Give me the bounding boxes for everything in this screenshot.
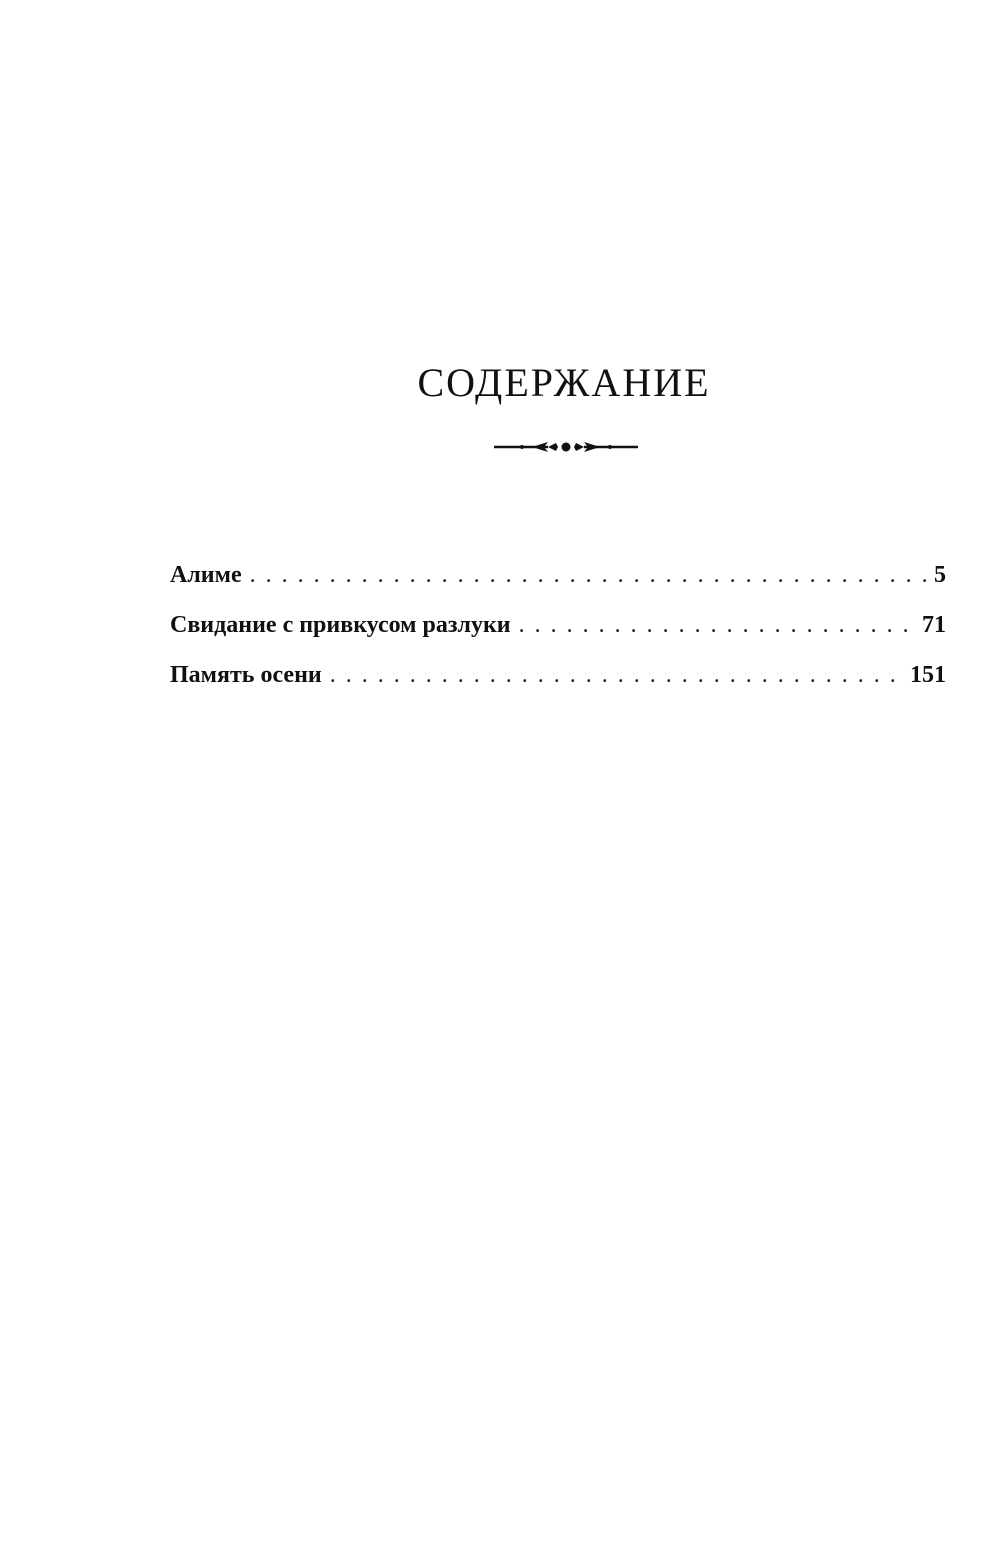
toc-entry-title: Память осени (170, 662, 322, 688)
toc-entry-page: 5 (934, 562, 946, 588)
toc-entry-page: 71 (922, 612, 946, 638)
table-of-contents (170, 550, 946, 700)
dot-leader (330, 650, 902, 700)
toc-entry-title: Свидание с привкусом разлуки (170, 612, 511, 638)
toc-entry-title: Алиме (170, 562, 242, 588)
toc-entry-page: 151 (910, 662, 946, 688)
dot-leader (519, 600, 914, 650)
toc-entry[interactable] (170, 650, 946, 700)
toc-entry[interactable] (170, 550, 946, 600)
fleuron-divider-icon (492, 437, 640, 457)
dot-leader (250, 550, 926, 600)
toc-entry[interactable] (170, 600, 946, 650)
page-title: СОДЕРЖАНИЕ (417, 360, 711, 405)
